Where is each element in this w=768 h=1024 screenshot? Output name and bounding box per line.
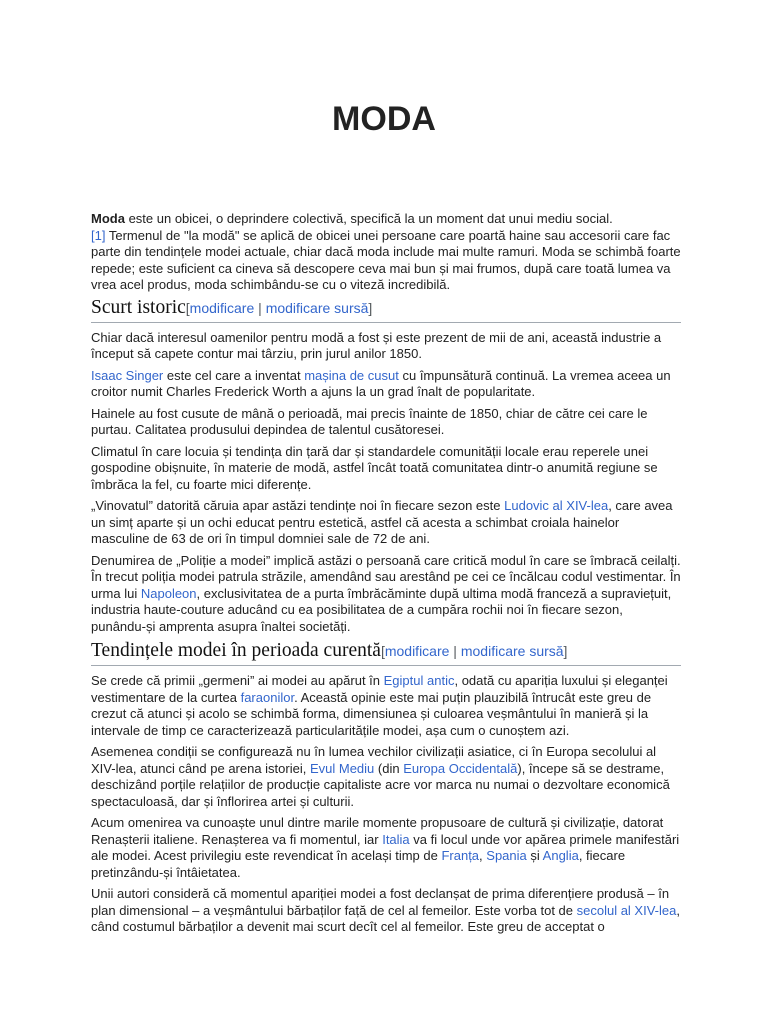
paragraph-text: (din [374, 760, 404, 776]
paragraph [91, 886, 681, 936]
edit-bracket-open: [ [380, 643, 385, 659]
paragraph-text: ), începe să se destrame, deschizând porțile relațiilor de producție capitaliste acre vor marca nu numai o dezvoltare economică spectaculoasă, dar și înflorirea artei și culturii. [91, 760, 670, 809]
edit-links [381, 643, 568, 659]
paragraph-text: Asemenea condiții se configurează nu în lumea vechilor civilizații asiatice, ci în Europa secolului al XIV-lea, atunci când pe arena istoriei, [91, 744, 657, 776]
paragraph-text: este cel care a inventat [163, 367, 305, 383]
wiki-link[interactable]: Ludovic al XIV-lea [504, 498, 609, 513]
edit-bracket-close: ] [368, 299, 373, 316]
reference-link[interactable]: [1] [91, 227, 106, 243]
paragraph [91, 330, 681, 363]
section-heading [91, 297, 681, 323]
paragraph-text: Acum omenirea va cunoaște unul dintre marile momente propusoare de cultură și civilizație, datorat Renașterii italiene. Renașterea va fi momentul, iar [91, 815, 664, 847]
section-heading-text: Tendințele modei în perioada curentă [91, 640, 381, 661]
wiki-link[interactable]: Evul Mediu [309, 760, 375, 776]
edit-source-link[interactable]: modificare sursă [460, 643, 564, 659]
paragraph [91, 368, 681, 401]
wiki-link[interactable]: Napoleon [140, 585, 197, 601]
paragraph-text: și [526, 848, 543, 863]
paragraph-text: „Vinovatul” datorită căruia apar astăzi tendințe noi în fiecare sezon este [91, 498, 505, 513]
paragraph-text: Hainele au fost cusute de mână o perioadă, mai precis înainte de 1850, chiar de către cei care le purtau. Calitatea produsului depindea de talentul cusătoresei. [91, 405, 648, 437]
wiki-link[interactable]: Europa Occidentală [403, 760, 518, 776]
edit-bracket-open: [ [185, 299, 190, 316]
paragraph-text: , când costumul bărbaților a devenit mai scurt decît cel al femeilor. Este greu de acceptat o [91, 902, 680, 934]
article-content [91, 211, 681, 941]
edit-bracket-close: ] [563, 643, 568, 659]
paragraph [91, 406, 681, 439]
paragraph [91, 498, 681, 548]
edit-link[interactable]: modificare [189, 299, 255, 316]
paragraph-text: Denumirea de „Poliție a modei” implică astăzi o persoană care critică modul în care se îmbracă ceilalți. În trecut poliția modei patrula străzile, amendând sau arestând pe cei ce încălcau codul vestimentar. În urma lui [91, 552, 681, 601]
wiki-link[interactable]: mașina de cusut [304, 367, 399, 383]
edit-link[interactable]: modificare [384, 643, 450, 659]
section-heading [91, 640, 681, 666]
edit-separator: | [449, 643, 461, 659]
paragraph-text: . Această opinie este mai puțin plauzibilă întrucât este greu de crezut că atunci și acolo se schimbă forma, dimensiunea și culoarea veșmântului în manieră și la intervale de timp ce caracterizează particularitățile modei, așa cum o cunoștem azi. [91, 689, 652, 738]
paragraph-text: , exclusivitatea de a purta îmbrăcăminte după ultima modă franceză a supraviețuit, industria haute-couture aducând cu ea posibilitatea de a cumpăra rochii noi în fiecare sezon, punându-și amprenta asupra înaltei societăți. [91, 585, 672, 634]
paragraph-text: cu împunsătură continuă. La vremea aceea un croitor numit Charles Frederick Worth a ajuns la un grad înalt de popularitate. [91, 367, 671, 399]
intro-paragraph [91, 211, 681, 294]
paragraph-text: , care avea un simț aparte și un ochi educat pentru estetică, astfel că acesta a schimbat croiala hainelor masculine de 63 de ori în timpul domniei sale de 72 de ani. [91, 498, 673, 546]
wiki-link[interactable]: Egiptul antic [383, 673, 455, 688]
paragraph-text: , fiecare pretinzându-și întâietatea. [91, 848, 626, 880]
wiki-link[interactable]: faraonilor [240, 689, 295, 705]
paragraph-text: , [479, 848, 487, 863]
edit-links [186, 300, 373, 316]
wiki-link[interactable]: Anglia [542, 848, 579, 863]
wiki-link[interactable]: secolul al XIV-lea [576, 902, 677, 918]
paragraph [91, 444, 681, 494]
page-title: MODA [332, 100, 436, 138]
paragraph [91, 744, 681, 810]
intro-text-continued: Termenul de "la modă" se aplică de obicei unei persoane care poartă haine sau accesorii care fac parte din tendințele modei actuale, chiar dacă moda include mai multe ramuri. Moda se schimbă foarte repede; este suficient ca cineva să descopere ceva mai bun și mai frumos, după care toată lumea va vrea acel produs, moda schimbându-se cu o viteză incredibilă. [91, 227, 681, 292]
paragraph-text: , odată cu apariția luxului și eleganței vestimentare de la curtea [91, 673, 668, 705]
paragraph-text: va fi locul unde vor apărea primele manifestări ale modei. Acest privilegiu este revendicat în același timp de [91, 831, 680, 863]
article-sections [91, 297, 681, 936]
paragraph-text: Climatul în care locuia și tendința din țară dar și standardele comunității locale erau reperele unei gospodine obișnuite, în materie de modă, astfel încât toată comunitatea dintr-o anumită regiune se îmbrăca la fel, cu foarte mici diferențe. [91, 443, 658, 492]
edit-source-link[interactable]: modificare sursă [265, 299, 369, 316]
wiki-link[interactable]: Franța [441, 848, 480, 863]
paragraph [91, 815, 681, 881]
paragraph-text: Unii autori consideră că momentul apariției modei a fost declanșat de prima diferențiere produsă – în plan dimensional – a veșmântului bărbaților față de cel al femeilor. Este vorba tot de [91, 886, 670, 918]
paragraph-text: Chiar dacă interesul oamenilor pentru modă a fost și este prezent de mii de ani, această industrie a început să capete contur mai târziu, prin jurul anilor 1850. [91, 329, 662, 361]
intro-text: este un obicei, o deprindere colectivă, specifică la un moment dat unui mediu social. [124, 211, 613, 226]
wiki-link[interactable]: Italia [382, 831, 410, 847]
intro-bold-term: Moda [91, 211, 125, 226]
edit-separator: | [254, 299, 266, 316]
paragraph [91, 553, 681, 636]
paragraph-text: Se crede că primii „germeni” ai modei au apărut în [91, 673, 384, 688]
wiki-link[interactable]: Spania [486, 848, 527, 863]
wiki-link[interactable]: Isaac Singer [91, 367, 164, 383]
paragraph [91, 673, 681, 739]
section-heading-text: Scurt istoric [91, 296, 186, 318]
